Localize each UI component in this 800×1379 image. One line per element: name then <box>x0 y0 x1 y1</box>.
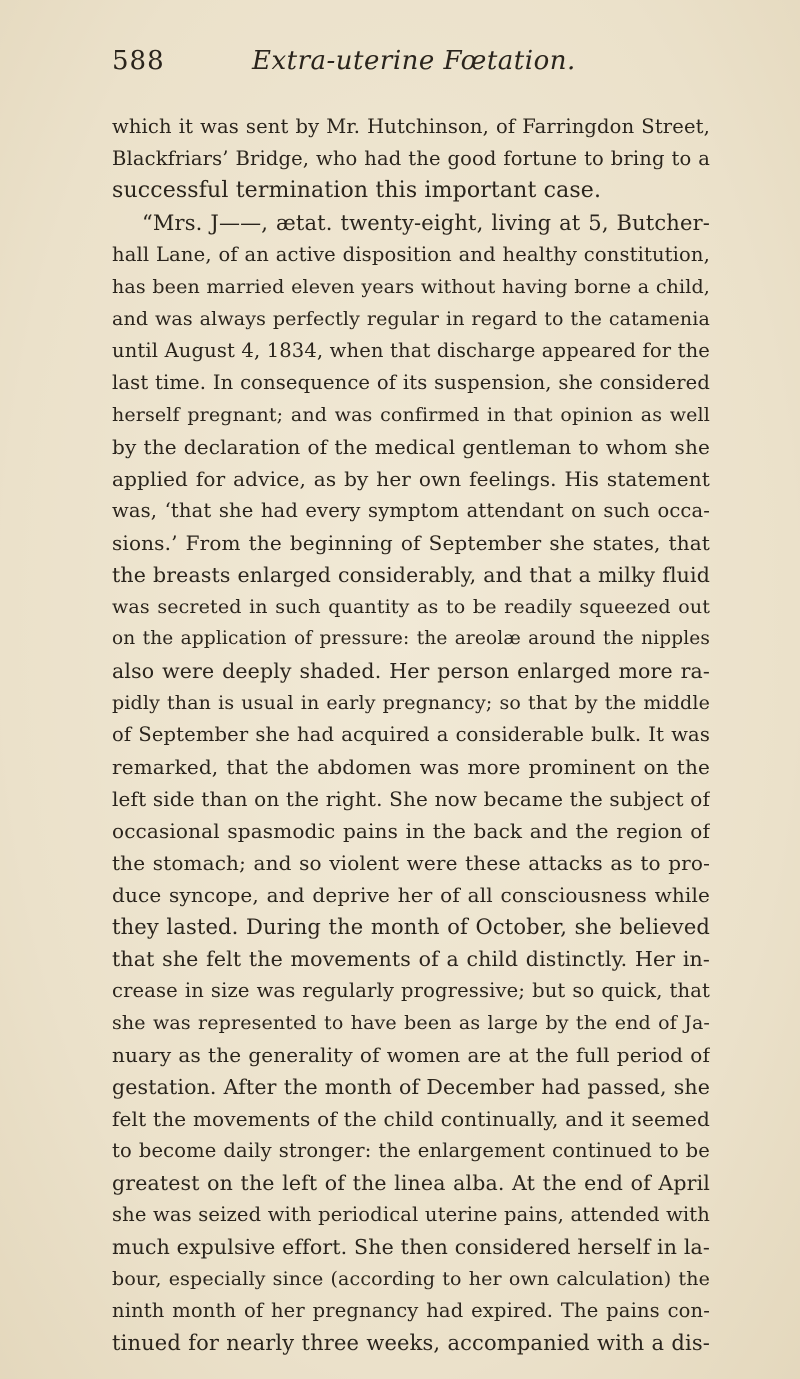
text-line: was secreted in such quantity as to be readily squeezed out <box>112 596 710 618</box>
text-line: also were deeply shaded. Her person enlarged more ra- <box>112 659 710 683</box>
text-line: of September she had acquired a considerable bulk. It was <box>112 723 710 746</box>
page-header <box>112 46 712 86</box>
text-line: she was seized with periodical uterine pains, attended with <box>112 1203 710 1226</box>
text-line: last time. In consequence of its suspension, she considered <box>112 371 710 394</box>
text-line: sions.’ From the beginning of September she states, that <box>112 531 710 555</box>
text-line: crease in size was regularly progressive; but so quick, that <box>112 979 710 1002</box>
text-line: gestation. After the month of December had passed, she <box>112 1075 710 1099</box>
running-title: Extra-uterine Fœtation. <box>252 46 576 76</box>
text-line: that she felt the movements of a child distinctly. Her in- <box>112 947 710 971</box>
text-line: until August 4, 1834, when that discharge appeared for the <box>112 339 710 362</box>
text-line: on the application of pressure: the areolæ around the nipples <box>112 628 710 649</box>
text-line: hall Lane, of an active disposition and healthy constitution, <box>112 243 710 266</box>
text-line: duce syncope, and deprive her of all consciousness while <box>112 883 710 907</box>
text-line: they lasted. During the month of October, she believed <box>112 915 710 939</box>
text-line: pidly than is usual in early pregnancy; so that by the middle <box>112 692 710 714</box>
page-number: 588 <box>112 46 165 76</box>
text-line: the stomach; and so violent were these attacks as to pro- <box>112 851 710 875</box>
text-line: ninth month of her pregnancy had expired. The pains con- <box>112 1299 710 1322</box>
text-line: felt the movements of the child continually, and it seemed <box>112 1107 710 1131</box>
body-text <box>112 111 710 1359</box>
text-line: has been married eleven years without having borne a child, <box>112 276 710 298</box>
text-line: applied for advice, as by her own feelings. His statement <box>112 467 710 491</box>
text-line: she was represented to have been as large by the end of Ja- <box>112 1012 710 1034</box>
text-line: occasional spasmodic pains in the back and the region of <box>112 819 710 843</box>
text-line: left side than on the right. She now became the subject of <box>112 787 710 811</box>
text-line: greatest on the left of the linea alba. At the end of April <box>112 1171 710 1195</box>
text-line: tinued for nearly three weeks, accompanied with a dis- <box>112 1331 710 1355</box>
text-line: the breasts enlarged considerably, and that a milky fluid <box>112 563 710 587</box>
text-line: “Mrs. J——, ætat. twenty-eight, living at 5, Butcher- <box>142 211 710 235</box>
text-line: successful termination this important case. <box>112 178 602 203</box>
text-line: which it was sent by Mr. Hutchinson, of Farringdon Street, <box>112 115 710 138</box>
text-line: remarked, that the abdomen was more prominent on the <box>112 755 710 779</box>
text-line: and was always perfectly regular in regard to the catamenia <box>112 308 710 330</box>
text-line: was, ‘that she had every symptom attendant on such occa- <box>112 499 710 522</box>
text-line: much expulsive effort. She then considered herself in la- <box>112 1235 710 1259</box>
text-line: nuary as the generality of women are at the full period of <box>112 1043 710 1067</box>
text-line: Blackfriars’ Bridge, who had the good fortune to bring to a <box>112 147 710 170</box>
text-line: bour, especially since (according to her own calculation) the <box>112 1268 710 1290</box>
text-line: to become daily stronger: the enlargement continued to be <box>112 1139 710 1162</box>
text-line: by the declaration of the medical gentleman to whom she <box>112 435 710 459</box>
text-line: herself pregnant; and was confirmed in that opinion as well <box>112 404 710 426</box>
